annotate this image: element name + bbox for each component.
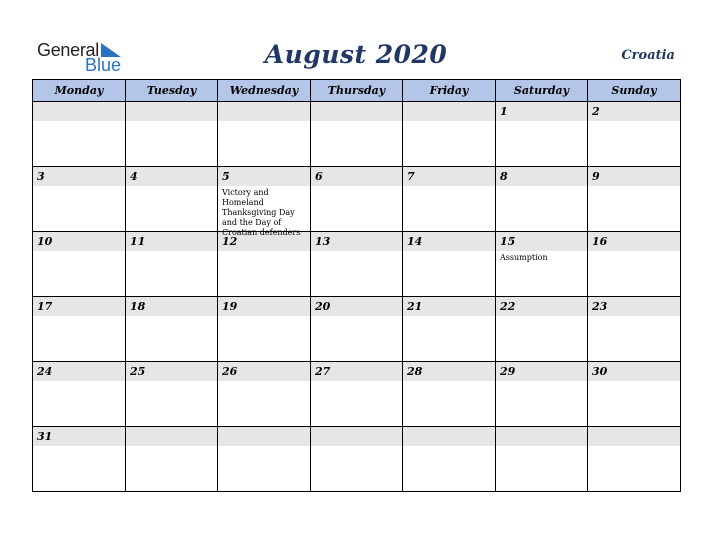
day-cell xyxy=(33,167,126,232)
week-row xyxy=(33,232,681,297)
week-row xyxy=(33,362,681,427)
day-number xyxy=(588,427,680,446)
day-cell xyxy=(496,362,588,427)
day-cell xyxy=(311,167,403,232)
day-cell xyxy=(126,232,218,297)
day-number xyxy=(33,102,125,121)
day-number: 11 xyxy=(126,232,217,251)
day-cell xyxy=(403,427,496,492)
day-number: 31 xyxy=(33,427,125,446)
day-cell xyxy=(126,427,218,492)
day-cell xyxy=(403,362,496,427)
calendar-title: August 2020 xyxy=(264,40,448,69)
week-row xyxy=(33,167,681,232)
day-number: 12 xyxy=(218,232,310,251)
day-number: 4 xyxy=(126,167,217,186)
day-cell xyxy=(126,297,218,362)
day-cell xyxy=(588,297,681,362)
weekday-header-row xyxy=(33,80,681,102)
day-number xyxy=(311,102,402,121)
day-number xyxy=(218,102,310,121)
day-cell xyxy=(588,102,681,167)
weekday-header: Friday xyxy=(403,80,496,102)
month-calendar xyxy=(32,79,681,492)
weekday-header: Thursday xyxy=(311,80,403,102)
day-number: 29 xyxy=(496,362,587,381)
day-cell xyxy=(403,232,496,297)
day-cell xyxy=(218,167,311,237)
weekday-header: Saturday xyxy=(496,80,588,102)
weekday-header: Sunday xyxy=(588,80,681,102)
day-number: 5 xyxy=(218,167,310,186)
day-cell xyxy=(126,102,218,167)
day-cell xyxy=(496,427,588,492)
day-number xyxy=(126,102,217,121)
day-cell xyxy=(126,362,218,427)
week-row xyxy=(33,102,681,167)
day-number: 14 xyxy=(403,232,495,251)
day-number: 16 xyxy=(588,232,680,251)
day-number: 23 xyxy=(588,297,680,316)
day-number: 10 xyxy=(33,232,125,251)
day-cell xyxy=(33,362,126,427)
day-number xyxy=(126,427,217,446)
day-cell xyxy=(588,232,681,297)
day-cell xyxy=(496,232,588,297)
day-cell xyxy=(496,297,588,362)
day-number: 8 xyxy=(496,167,587,186)
brand-name-general: General xyxy=(37,40,99,60)
day-number: 28 xyxy=(403,362,495,381)
day-number: 17 xyxy=(33,297,125,316)
day-cell xyxy=(218,427,311,492)
day-cell xyxy=(311,297,403,362)
day-cell xyxy=(588,427,681,492)
weekday-header: Monday xyxy=(33,80,126,102)
holiday-event: Victory and Homeland Thanksgiving Day and the Day of Croatian defenders xyxy=(222,188,301,237)
day-cell xyxy=(311,102,403,167)
day-cell xyxy=(218,102,311,167)
brand-name-blue: Blue xyxy=(85,55,122,75)
day-cell xyxy=(33,297,126,362)
day-number: 24 xyxy=(33,362,125,381)
day-number: 30 xyxy=(588,362,680,381)
day-number: 18 xyxy=(126,297,217,316)
day-number: 9 xyxy=(588,167,680,186)
day-cell xyxy=(218,232,311,297)
calendar-body xyxy=(33,102,681,492)
country-label: Croatia xyxy=(621,48,675,63)
day-number: 21 xyxy=(403,297,495,316)
day-number xyxy=(403,427,495,446)
day-cell xyxy=(403,167,496,232)
day-number: 3 xyxy=(33,167,125,186)
day-number: 7 xyxy=(403,167,495,186)
day-number: 25 xyxy=(126,362,217,381)
day-cell xyxy=(588,167,681,232)
day-cell xyxy=(403,297,496,362)
weekday-header: Tuesday xyxy=(126,80,218,102)
day-number: 1 xyxy=(496,102,587,121)
day-number: 26 xyxy=(218,362,310,381)
day-number: 13 xyxy=(311,232,402,251)
day-number: 2 xyxy=(588,102,680,121)
day-cell xyxy=(496,102,588,167)
day-cell xyxy=(311,232,403,297)
day-cell xyxy=(33,427,126,492)
day-cell xyxy=(218,297,311,362)
day-cell xyxy=(33,232,126,297)
weekday-header: Wednesday xyxy=(218,80,311,102)
week-row xyxy=(33,297,681,362)
day-number: 15 xyxy=(496,232,587,251)
day-cell xyxy=(311,427,403,492)
holiday-event: Assumption xyxy=(500,253,548,262)
day-cell xyxy=(126,167,218,232)
day-cell xyxy=(403,102,496,167)
day-number xyxy=(403,102,495,121)
day-cell xyxy=(218,362,311,427)
day-number: 6 xyxy=(311,167,402,186)
day-cell xyxy=(496,167,588,232)
day-cell xyxy=(311,362,403,427)
day-number xyxy=(496,427,587,446)
day-number: 27 xyxy=(311,362,402,381)
day-number: 22 xyxy=(496,297,587,316)
week-row xyxy=(33,427,681,492)
day-number xyxy=(311,427,402,446)
day-cell xyxy=(588,362,681,427)
day-number: 20 xyxy=(311,297,402,316)
day-cell xyxy=(33,102,126,167)
day-number: 19 xyxy=(218,297,310,316)
day-number xyxy=(218,427,310,446)
